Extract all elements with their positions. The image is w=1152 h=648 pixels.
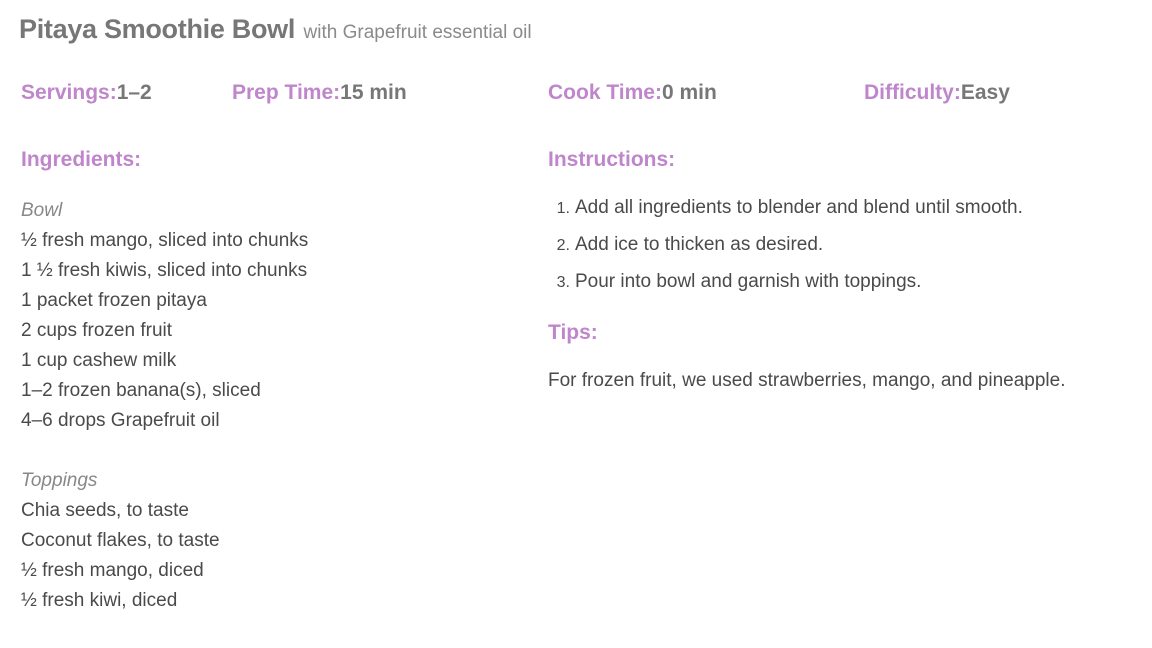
tips-heading: Tips: bbox=[548, 321, 598, 344]
ingredient-item: 1 ½ fresh kiwis, sliced into chunks bbox=[21, 260, 308, 281]
step-text: Add ice to thicken as desired. bbox=[575, 234, 824, 255]
prep-time-label: Prep Time: bbox=[232, 81, 341, 104]
prep-time-meta bbox=[232, 81, 407, 105]
step-text: Pour into bowl and garnish with toppings. bbox=[575, 271, 922, 292]
recipe-title-row bbox=[19, 14, 532, 45]
ingredient-item: 1 packet frozen pitaya bbox=[21, 290, 207, 311]
instruction-step bbox=[548, 196, 1023, 233]
group-spacer bbox=[21, 436, 308, 466]
ingredient-item: 1 cup cashew milk bbox=[21, 350, 177, 371]
ingredient-item: ½ fresh mango, sliced into chunks bbox=[21, 230, 309, 251]
toppings-group-title: Toppings bbox=[21, 470, 98, 491]
instruction-step bbox=[548, 233, 1023, 270]
ingredient-item: 4–6 drops Grapefruit oil bbox=[21, 410, 220, 431]
servings-value: 1–2 bbox=[116, 81, 152, 104]
topping-item: Chia seeds, to taste bbox=[21, 500, 189, 521]
difficulty-label: Difficulty: bbox=[864, 81, 961, 104]
cook-time-meta bbox=[548, 81, 717, 105]
difficulty-meta bbox=[864, 81, 1010, 105]
step-text: Add all ingredients to blender and blend until smooth. bbox=[575, 197, 1023, 218]
prep-time-value: 15 min bbox=[340, 81, 407, 104]
instruction-step bbox=[548, 270, 1023, 307]
difficulty-value: Easy bbox=[960, 81, 1010, 104]
ingredients-list bbox=[21, 196, 308, 616]
ingredient-item: 2 cups frozen fruit bbox=[21, 320, 173, 341]
step-number-text: 3. bbox=[556, 274, 570, 291]
step-number-text: 1. bbox=[556, 200, 570, 217]
cook-time-value: 0 min bbox=[661, 81, 717, 104]
step-number-text: 2. bbox=[556, 237, 570, 254]
servings-label: Servings: bbox=[21, 81, 117, 104]
step-number bbox=[548, 271, 575, 295]
cook-time-label: Cook Time: bbox=[548, 81, 662, 104]
topping-item: ½ fresh kiwi, diced bbox=[21, 590, 178, 611]
bowl-group-title: Bowl bbox=[21, 200, 63, 221]
step-number bbox=[548, 197, 575, 221]
topping-item: ½ fresh mango, diced bbox=[21, 560, 204, 581]
instructions-heading: Instructions: bbox=[548, 148, 676, 171]
recipe-subtitle: with Grapefruit essential oil bbox=[303, 22, 532, 43]
ingredient-item: 1–2 frozen banana(s), sliced bbox=[21, 380, 261, 401]
tips-text: For frozen fruit, we used strawberries, mango, and pineapple. bbox=[548, 370, 1066, 391]
step-number bbox=[548, 234, 575, 258]
recipe-title: Pitaya Smoothie Bowl bbox=[19, 14, 296, 44]
servings-meta bbox=[21, 81, 152, 105]
instructions-list bbox=[548, 196, 1023, 307]
topping-item: Coconut flakes, to taste bbox=[21, 530, 220, 551]
ingredients-heading: Ingredients: bbox=[21, 148, 142, 171]
